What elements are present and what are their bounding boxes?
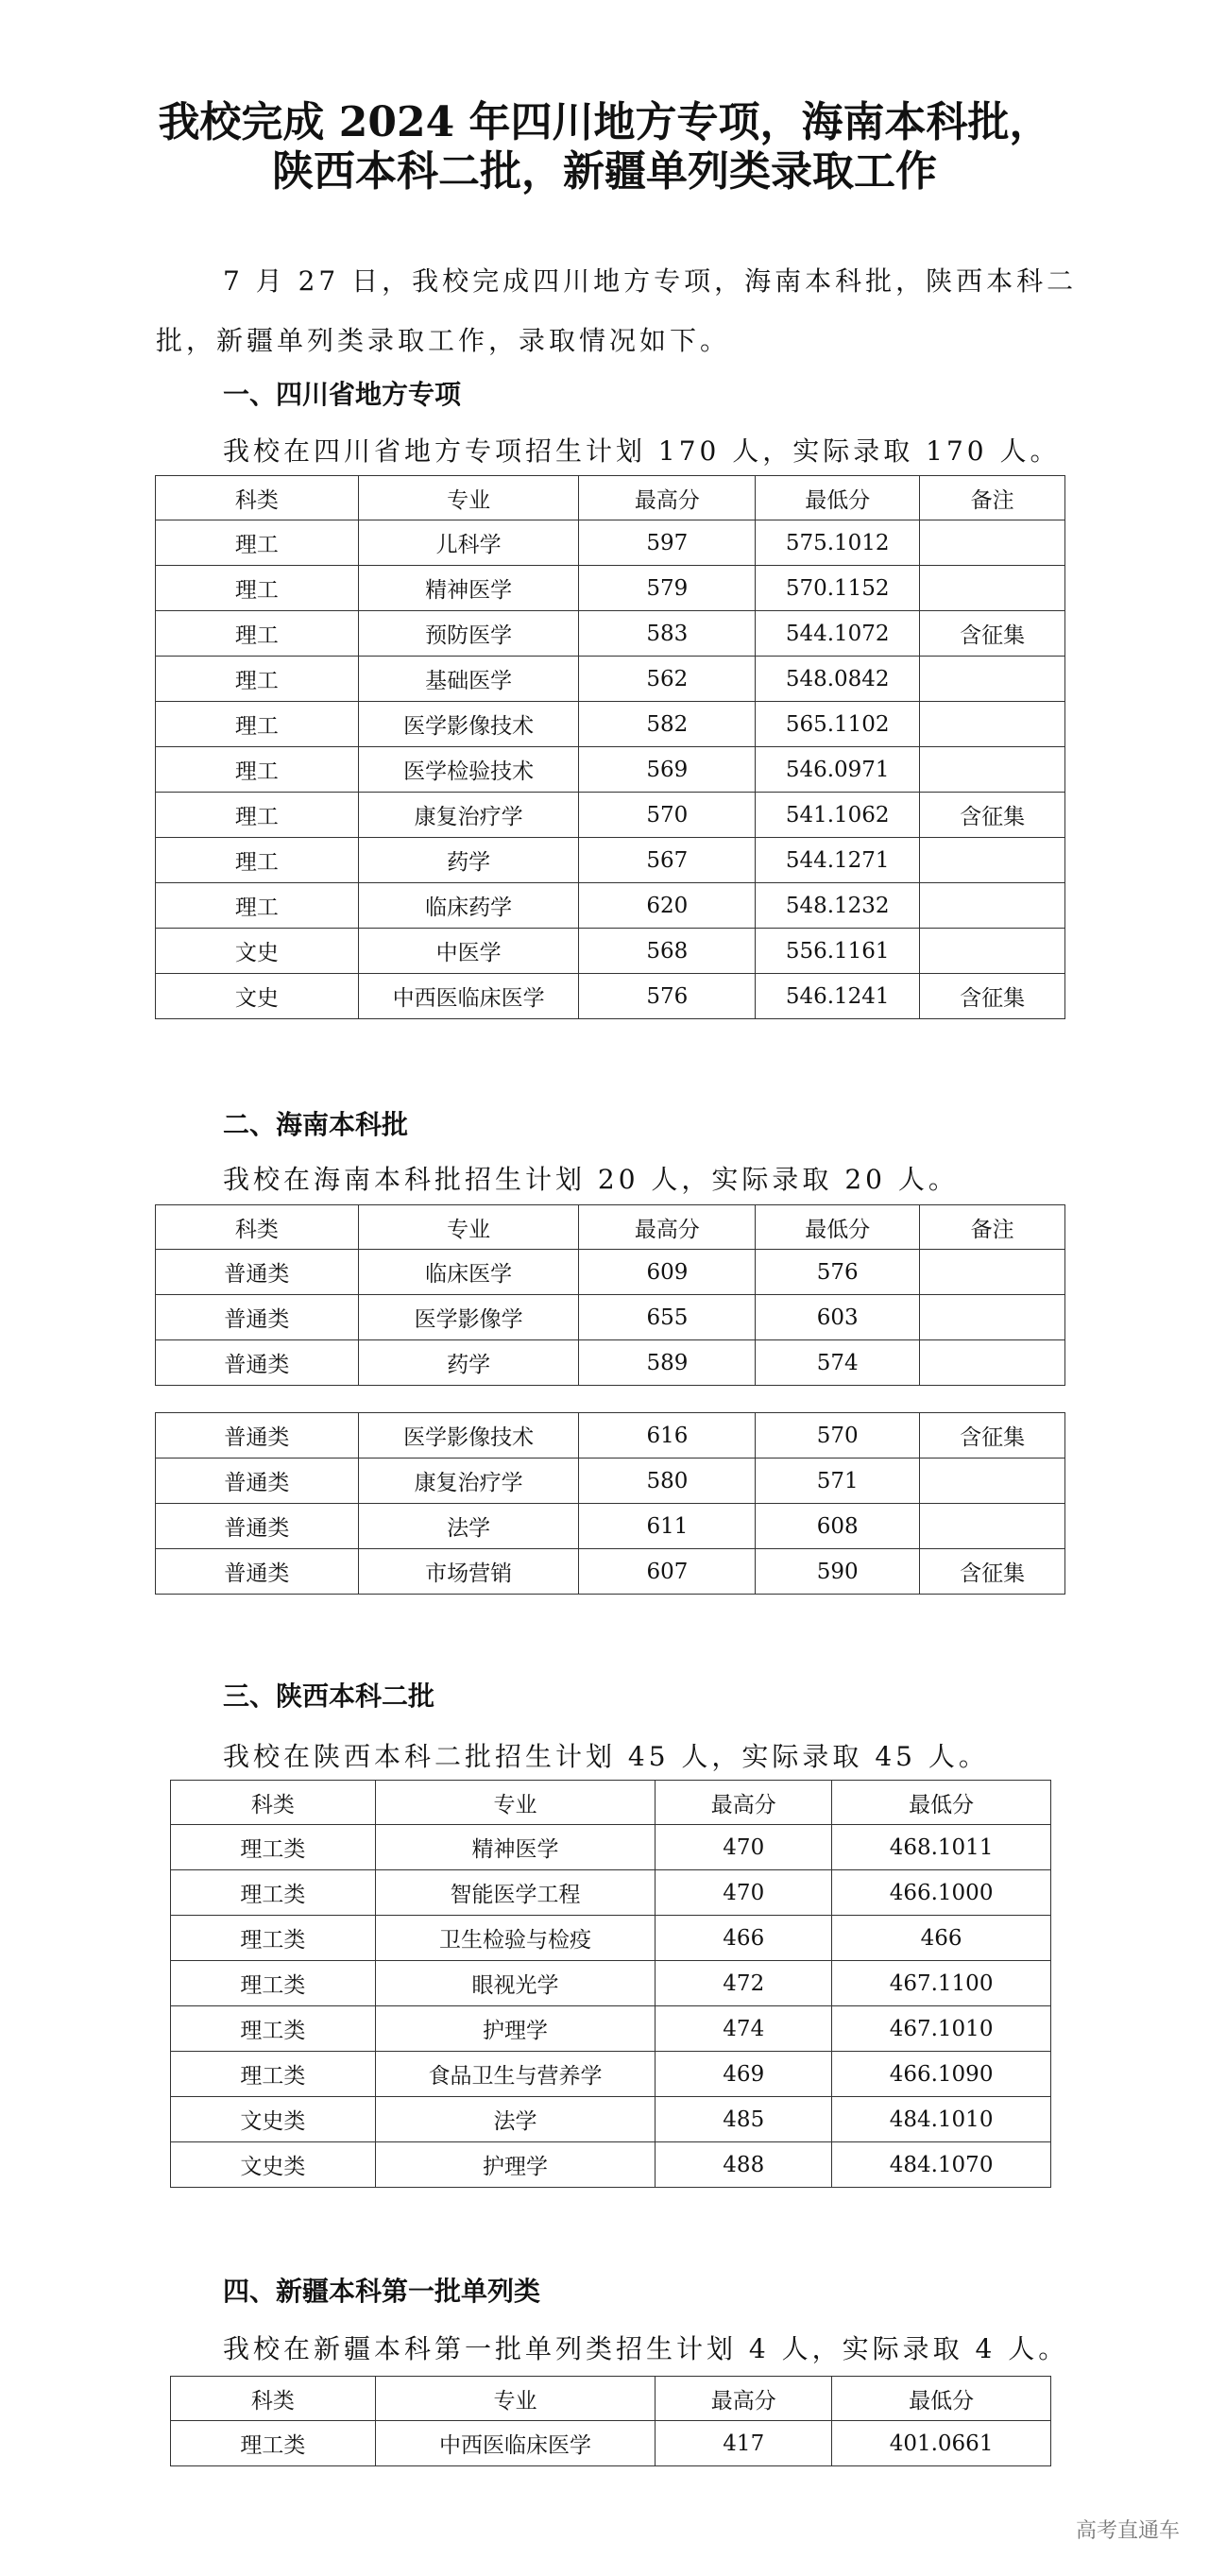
table-cell: 中西医临床医学: [375, 2421, 656, 2466]
table-cell: [920, 747, 1065, 793]
table-cell: 含征集: [920, 974, 1065, 1019]
table-cell: 546.1241: [756, 974, 920, 1019]
table-cell: 医学影像技术: [358, 702, 579, 747]
table-row: [156, 1549, 1065, 1595]
table-cell: 理工: [156, 838, 359, 883]
table-cell: [920, 883, 1065, 929]
table-row: [156, 1250, 1065, 1295]
section-heading-sichuan: 一、四川省地方专项: [223, 379, 462, 410]
section-summary-sichuan: 我校在四川省地方专项招生计划 170 人，实际录取 170 人。: [223, 435, 1061, 467]
table-cell: 484.1010: [832, 2097, 1051, 2142]
table-cell: 468.1011: [832, 1825, 1051, 1870]
table-cell: 预防医学: [358, 611, 579, 657]
table-row: [156, 702, 1065, 747]
table-cell: 药学: [358, 1340, 579, 1386]
column-header: 最低分: [832, 1781, 1051, 1825]
table-cell: 579: [579, 566, 756, 611]
table-row: [171, 2097, 1051, 2142]
table-row: [171, 1825, 1051, 1870]
table-row: [171, 1961, 1051, 2006]
table-cell: 467.1010: [832, 2006, 1051, 2052]
table-cell: 580: [579, 1459, 756, 1504]
table-cell: 卫生检验与检疫: [375, 1916, 656, 1961]
table-cell: 574: [756, 1340, 920, 1386]
table-cell: 608: [756, 1504, 920, 1549]
table-cell: 548.1232: [756, 883, 920, 929]
watermark: 高考直通车: [1076, 2519, 1181, 2543]
table-cell: 临床医学: [358, 1250, 579, 1295]
column-header: 科类: [156, 1205, 359, 1250]
table-row: [156, 1413, 1065, 1459]
table-cell: [920, 702, 1065, 747]
table-cell: 医学影像学: [358, 1295, 579, 1340]
table-cell: 文史: [156, 929, 359, 974]
section-summary-xinjiang: 我校在新疆本科第一批单列类招生计划 4 人，实际录取 4 人。: [223, 2333, 1069, 2364]
table-cell: 普通类: [156, 1459, 359, 1504]
table-cell: 570: [756, 1413, 920, 1459]
table-cell: 609: [579, 1250, 756, 1295]
column-header: 科类: [171, 1781, 376, 1825]
table-cell: 655: [579, 1295, 756, 1340]
table-cell: 含征集: [920, 1549, 1065, 1595]
table-header-row: [156, 476, 1065, 520]
table-row: [156, 566, 1065, 611]
table-cell: [920, 929, 1065, 974]
table-cell: 571: [756, 1459, 920, 1504]
table-cell: 临床药学: [358, 883, 579, 929]
table-cell: 理工: [156, 883, 359, 929]
table-cell: 市场营销: [358, 1549, 579, 1595]
table-row: [156, 974, 1065, 1019]
table-cell: 理工: [156, 793, 359, 838]
column-header: 专业: [375, 1781, 656, 1825]
table-cell: 理工类: [171, 1870, 376, 1916]
table-cell: 562: [579, 657, 756, 702]
table-cell: 普通类: [156, 1413, 359, 1459]
table-cell: 文史类: [171, 2097, 376, 2142]
column-header: 专业: [358, 1205, 579, 1250]
table-cell: [920, 566, 1065, 611]
table-cell: 普通类: [156, 1250, 359, 1295]
table-cell: 570: [579, 793, 756, 838]
table-cell: 普通类: [156, 1549, 359, 1595]
table-cell: 576: [756, 1250, 920, 1295]
table-row: [156, 520, 1065, 566]
table-cell: 575.1012: [756, 520, 920, 566]
table-cell: 472: [656, 1961, 832, 2006]
column-header: 最高分: [579, 1205, 756, 1250]
table-cell: 597: [579, 520, 756, 566]
column-header: 最低分: [756, 476, 920, 520]
table-cell: 548.0842: [756, 657, 920, 702]
table-cell: 理工类: [171, 2421, 376, 2466]
table-cell: 理工: [156, 611, 359, 657]
table-cell: 普通类: [156, 1295, 359, 1340]
table-row: [171, 2052, 1051, 2097]
table-row: [156, 611, 1065, 657]
table-cell: 文史类: [171, 2142, 376, 2188]
intro-line-1: 7 月 27 日，我校完成四川地方专项，海南本科批，陕西本科二: [223, 265, 1078, 297]
table-cell: 568: [579, 929, 756, 974]
table-cell: 医学检验技术: [358, 747, 579, 793]
table-cell: 含征集: [920, 1413, 1065, 1459]
table-row: [171, 2006, 1051, 2052]
table-cell: 474: [656, 2006, 832, 2052]
table-cell: 590: [756, 1549, 920, 1595]
table-cell: 467.1100: [832, 1961, 1051, 2006]
table-row: [156, 838, 1065, 883]
table-cell: [920, 1504, 1065, 1549]
table-cell: [920, 657, 1065, 702]
table-cell: 567: [579, 838, 756, 883]
table-cell: 理工类: [171, 1916, 376, 1961]
page-title-line-1: 我校完成 2024 年四川地方专项，海南本科批，: [158, 98, 1051, 146]
table-row: [156, 793, 1065, 838]
table-cell: 康复治疗学: [358, 793, 579, 838]
table-cell: 普通类: [156, 1504, 359, 1549]
table-cell: [920, 1340, 1065, 1386]
table-cell: 理工类: [171, 1825, 376, 1870]
admission-table-hainan-part-2: [155, 1412, 1065, 1595]
table-header-row: [171, 2377, 1051, 2421]
table-row: [156, 1504, 1065, 1549]
section-heading-xinjiang: 四、新疆本科第一批单列类: [223, 2276, 541, 2307]
table-cell: 含征集: [920, 611, 1065, 657]
table-row: [156, 657, 1065, 702]
table-cell: 理工: [156, 520, 359, 566]
column-header: 最高分: [579, 476, 756, 520]
column-header: 专业: [358, 476, 579, 520]
table-cell: 理工类: [171, 2052, 376, 2097]
table-cell: 法学: [358, 1504, 579, 1549]
table-cell: 607: [579, 1549, 756, 1595]
table-cell: 401.0661: [832, 2421, 1051, 2466]
table-cell: 中西医临床医学: [358, 974, 579, 1019]
column-header: 备注: [920, 476, 1065, 520]
table-cell: [920, 1459, 1065, 1504]
table-cell: 470: [656, 1870, 832, 1916]
table-cell: 589: [579, 1340, 756, 1386]
admission-table-shaanxi: [170, 1780, 1051, 2188]
table-cell: 620: [579, 883, 756, 929]
admission-table-xinjiang: [170, 2376, 1051, 2466]
table-header-row: [156, 1205, 1065, 1250]
column-header: 备注: [920, 1205, 1065, 1250]
table-row: [171, 1870, 1051, 1916]
table-cell: 理工: [156, 747, 359, 793]
table-cell: 576: [579, 974, 756, 1019]
table-cell: 眼视光学: [375, 1961, 656, 2006]
table-cell: 466.1090: [832, 2052, 1051, 2097]
table-cell: 理工类: [171, 1961, 376, 2006]
table-cell: 570.1152: [756, 566, 920, 611]
page-title-line-2: 陕西本科二批，新疆单列类录取工作: [272, 147, 937, 196]
table-cell: 466: [832, 1916, 1051, 1961]
table-cell: [920, 1250, 1065, 1295]
table-cell: [920, 1295, 1065, 1340]
section-summary-hainan: 我校在海南本科批招生计划 20 人，实际录取 20 人。: [223, 1164, 959, 1195]
table-cell: 康复治疗学: [358, 1459, 579, 1504]
table-cell: 儿科学: [358, 520, 579, 566]
table-cell: 含征集: [920, 793, 1065, 838]
section-heading-shaanxi: 三、陕西本科二批: [223, 1680, 435, 1712]
table-cell: 基础医学: [358, 657, 579, 702]
table-cell: 544.1271: [756, 838, 920, 883]
table-cell: 470: [656, 1825, 832, 1870]
table-cell: 556.1161: [756, 929, 920, 974]
table-row: [156, 1459, 1065, 1504]
table-cell: 理工: [156, 566, 359, 611]
table-cell: 普通类: [156, 1340, 359, 1386]
table-cell: [920, 838, 1065, 883]
section-summary-shaanxi: 我校在陕西本科二批招生计划 45 人，实际录取 45 人。: [223, 1741, 989, 1772]
section-heading-hainan: 二、海南本科批: [223, 1109, 409, 1140]
table-row: [171, 2142, 1051, 2188]
table-row: [156, 1295, 1065, 1340]
table-cell: 484.1070: [832, 2142, 1051, 2188]
table-cell: 法学: [375, 2097, 656, 2142]
table-cell: 食品卫生与营养学: [375, 2052, 656, 2097]
table-cell: 611: [579, 1504, 756, 1549]
table-cell: 488: [656, 2142, 832, 2188]
table-cell: 精神医学: [375, 1825, 656, 1870]
table-cell: 药学: [358, 838, 579, 883]
table-cell: 护理学: [375, 2006, 656, 2052]
column-header: 专业: [375, 2377, 656, 2421]
table-row: [156, 883, 1065, 929]
admission-table-sichuan: [155, 475, 1065, 1019]
table-cell: 理工类: [171, 2006, 376, 2052]
table-cell: 616: [579, 1413, 756, 1459]
table-cell: 医学影像技术: [358, 1413, 579, 1459]
table-cell: 583: [579, 611, 756, 657]
table-cell: 466.1000: [832, 1870, 1051, 1916]
table-cell: 护理学: [375, 2142, 656, 2188]
table-cell: 文史: [156, 974, 359, 1019]
column-header: 科类: [171, 2377, 376, 2421]
table-cell: 中医学: [358, 929, 579, 974]
table-cell: [920, 520, 1065, 566]
table-cell: 理工: [156, 657, 359, 702]
table-cell: 541.1062: [756, 793, 920, 838]
column-header: 最低分: [756, 1205, 920, 1250]
table-cell: 569: [579, 747, 756, 793]
table-cell: 理工: [156, 702, 359, 747]
table-cell: 546.0971: [756, 747, 920, 793]
table-row: [171, 1916, 1051, 1961]
table-cell: 603: [756, 1295, 920, 1340]
table-row: [156, 1340, 1065, 1386]
table-cell: 565.1102: [756, 702, 920, 747]
table-cell: 582: [579, 702, 756, 747]
admission-table-hainan-part-1: [155, 1204, 1065, 1386]
table-cell: 469: [656, 2052, 832, 2097]
table-cell: 417: [656, 2421, 832, 2466]
table-cell: 智能医学工程: [375, 1870, 656, 1916]
table-header-row: [171, 1781, 1051, 1825]
table-cell: 485: [656, 2097, 832, 2142]
column-header: 科类: [156, 476, 359, 520]
intro-line-2: 批，新疆单列类录取工作，录取情况如下。: [156, 325, 731, 356]
table-row: [156, 929, 1065, 974]
table-cell: 466: [656, 1916, 832, 1961]
column-header: 最高分: [656, 1781, 832, 1825]
table-cell: 精神医学: [358, 566, 579, 611]
table-row: [171, 2421, 1051, 2466]
column-header: 最高分: [656, 2377, 832, 2421]
table-row: [156, 747, 1065, 793]
column-header: 最低分: [832, 2377, 1051, 2421]
table-cell: 544.1072: [756, 611, 920, 657]
